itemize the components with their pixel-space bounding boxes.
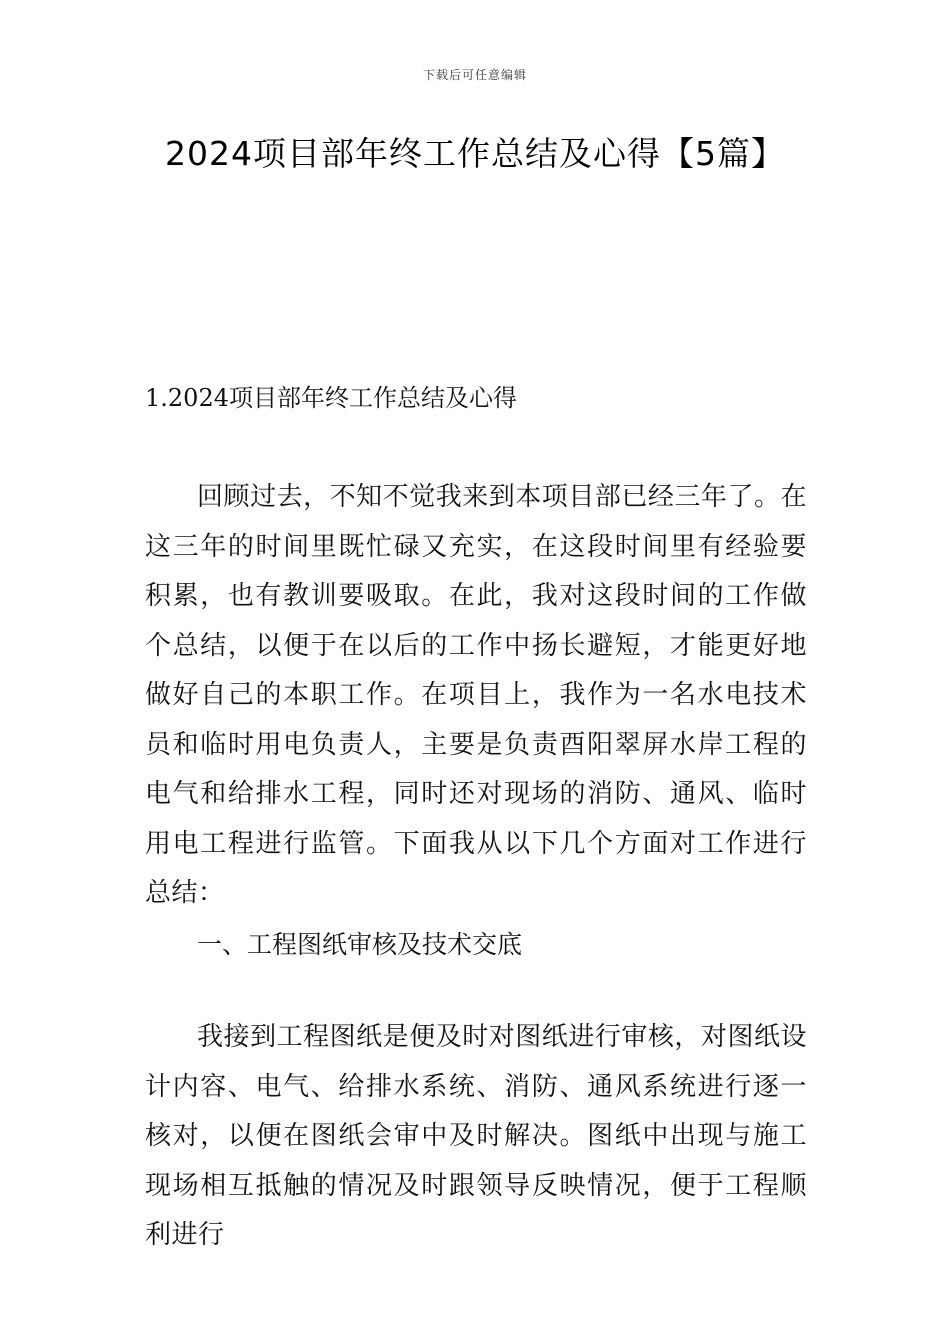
body-paragraph-1	[145, 473, 807, 919]
section-heading: 1.2024项目部年终工作总结及心得	[145, 384, 517, 412]
header-note: 下载后可任意编辑	[422, 68, 527, 82]
document-title: 2024项目部年终工作总结及心得【5篇】	[165, 134, 785, 173]
subsection-heading: 一、工程图纸审核及技术交底	[197, 930, 523, 959]
body-paragraph-1-text: 回顾过去，不知不觉我来到本项目部已经三年了。在这三年的时间里既忙碌又充实，在这段时间里有经验要积累，也有教训要吸取。在此，我对这段时间的工作做个总结，以便于在以后的工作中扬长避短，才能更好地做好自己的本职工作。在项目上，我作为一名水电技术员和临时用电负责人，主要是负责酉阳翠屏水岸工程的电气和给排水工程，同时还对现场的消防、通风、临时用电工程进行监管。下面我从以下几个方面对工作进行总结：	[145, 482, 807, 908]
body-paragraph-2-text: 我接到工程图纸是便及时对图纸进行审核，对图纸设计内容、电气、给排水系统、消防、通风系统进行逐一核对，以便在图纸会审中及时解决。图纸中出现与施工现场相互抵触的情况及时跟领导反映情况，便于工程顺利进行	[145, 1022, 807, 1250]
body-paragraph-2	[145, 1013, 807, 1261]
